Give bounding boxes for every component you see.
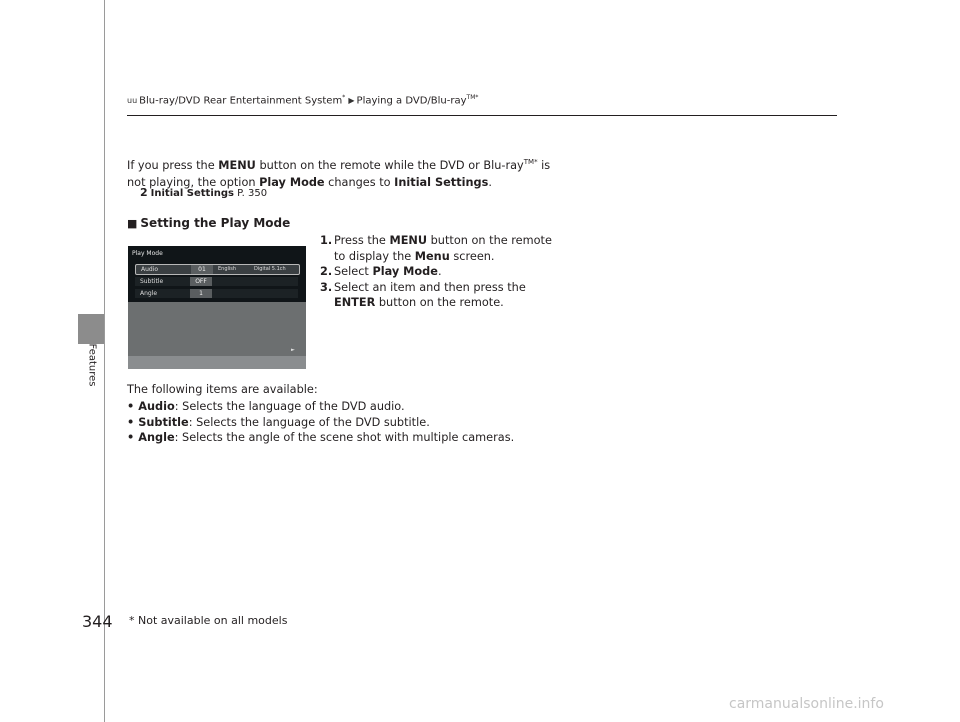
bullet-icon: •	[127, 415, 135, 429]
intro-menu: MENU	[218, 158, 256, 172]
step-bold: Menu	[414, 249, 450, 263]
screen-row-angle	[135, 289, 298, 298]
items-intro: The following items are available:	[127, 383, 318, 396]
breadcrumb	[127, 94, 478, 106]
intro-initial-settings: Initial Settings	[394, 175, 489, 189]
step-3	[320, 280, 560, 311]
section-label: Features	[86, 343, 98, 387]
step-text: screen.	[449, 249, 495, 263]
header-rule	[127, 115, 837, 116]
intro-text-2: button on the remote while the DVD or Blu-ray	[255, 158, 524, 172]
item-desc: : Selects the angle of the scene shot with multiple cameras.	[174, 431, 515, 445]
step-text: Select an item and then press the	[334, 280, 526, 294]
screen-row-label: Angle	[140, 290, 158, 297]
page-number: 344	[82, 612, 113, 631]
screen-row-label: Subtitle	[140, 278, 164, 285]
steps-list	[320, 233, 560, 311]
reference-icon: 2	[140, 186, 148, 199]
list-item	[127, 399, 514, 415]
intro-text-5: .	[488, 175, 492, 189]
intro-text-1: If you press the	[127, 158, 219, 172]
screen-row-value: OFF	[190, 277, 212, 286]
step-bold: ENTER	[334, 296, 376, 310]
intro-mark: *	[534, 158, 538, 166]
screen-bottom-strip	[128, 356, 306, 369]
list-item	[127, 415, 514, 431]
step-2	[320, 264, 560, 280]
item-desc: : Selects the language of the DVD subtitle.	[188, 415, 430, 429]
screen-row-value: 1	[190, 289, 212, 298]
watermark: carmanualsonline.info	[729, 696, 884, 712]
intro-tm: TM	[523, 158, 535, 166]
footnote: * Not available on all models	[129, 614, 288, 627]
item-desc: : Selects the language of the DVD audio.	[174, 400, 405, 413]
cursor-arrow-icon: ►	[291, 347, 295, 353]
breadcrumb-arrow-icon: uu	[127, 96, 138, 106]
breadcrumb-mark-1: *	[342, 94, 346, 101]
item-name: Subtitle	[138, 415, 189, 429]
screen-title: Play Mode	[132, 250, 163, 257]
screen-row-subtitle	[135, 277, 298, 286]
step-text: button on the remote to display the	[334, 234, 552, 263]
breadcrumb-tm-2: TM	[466, 94, 476, 101]
breadcrumb-separator-icon: ▶	[348, 96, 355, 106]
sidebar-tab	[78, 314, 105, 344]
step-number: 3.	[320, 280, 333, 294]
section-heading-text: Setting the Play Mode	[140, 216, 291, 230]
screen-row-audio	[135, 264, 300, 275]
breadcrumb-part-1[interactable]: Blu-ray/DVD Rear Entertainment System	[139, 95, 343, 107]
play-mode-screen-image	[128, 246, 306, 369]
screen-row-label: Audio	[141, 266, 159, 273]
intro-text-3: is not playing, the option	[127, 158, 551, 189]
list-item	[127, 430, 514, 446]
section-marker-icon: ■	[127, 217, 138, 230]
section-heading	[127, 216, 290, 230]
bullet-icon: •	[127, 431, 135, 445]
xref-label[interactable]: Initial Settings	[150, 188, 234, 199]
screen-row-value: 01	[191, 265, 213, 274]
step-text: .	[437, 265, 442, 279]
item-name: Audio	[138, 400, 175, 413]
intro-play-mode: Play Mode	[259, 175, 325, 189]
screen-row-option-1: English	[218, 266, 237, 272]
bullet-icon: •	[127, 400, 135, 413]
step-number: 2.	[320, 265, 333, 279]
step-bold: MENU	[389, 234, 428, 247]
step-text: Select	[334, 265, 373, 279]
screen-row-option-2: Digital 5.1ch	[254, 266, 286, 272]
xref-page: P. 350	[234, 188, 268, 199]
intro-text-4: changes to	[324, 175, 395, 189]
step-number: 1.	[320, 234, 333, 247]
items-list	[127, 399, 514, 446]
step-bold: Play Mode	[372, 265, 438, 279]
cross-reference[interactable]	[140, 186, 267, 199]
step-1	[320, 233, 560, 264]
item-name: Angle	[138, 431, 175, 445]
step-text: Press the	[334, 234, 390, 247]
breadcrumb-part-2[interactable]: Playing a DVD/Blu-ray	[356, 95, 467, 107]
breadcrumb-mark-2: *	[475, 94, 479, 101]
step-text: button on the remote.	[375, 296, 504, 310]
